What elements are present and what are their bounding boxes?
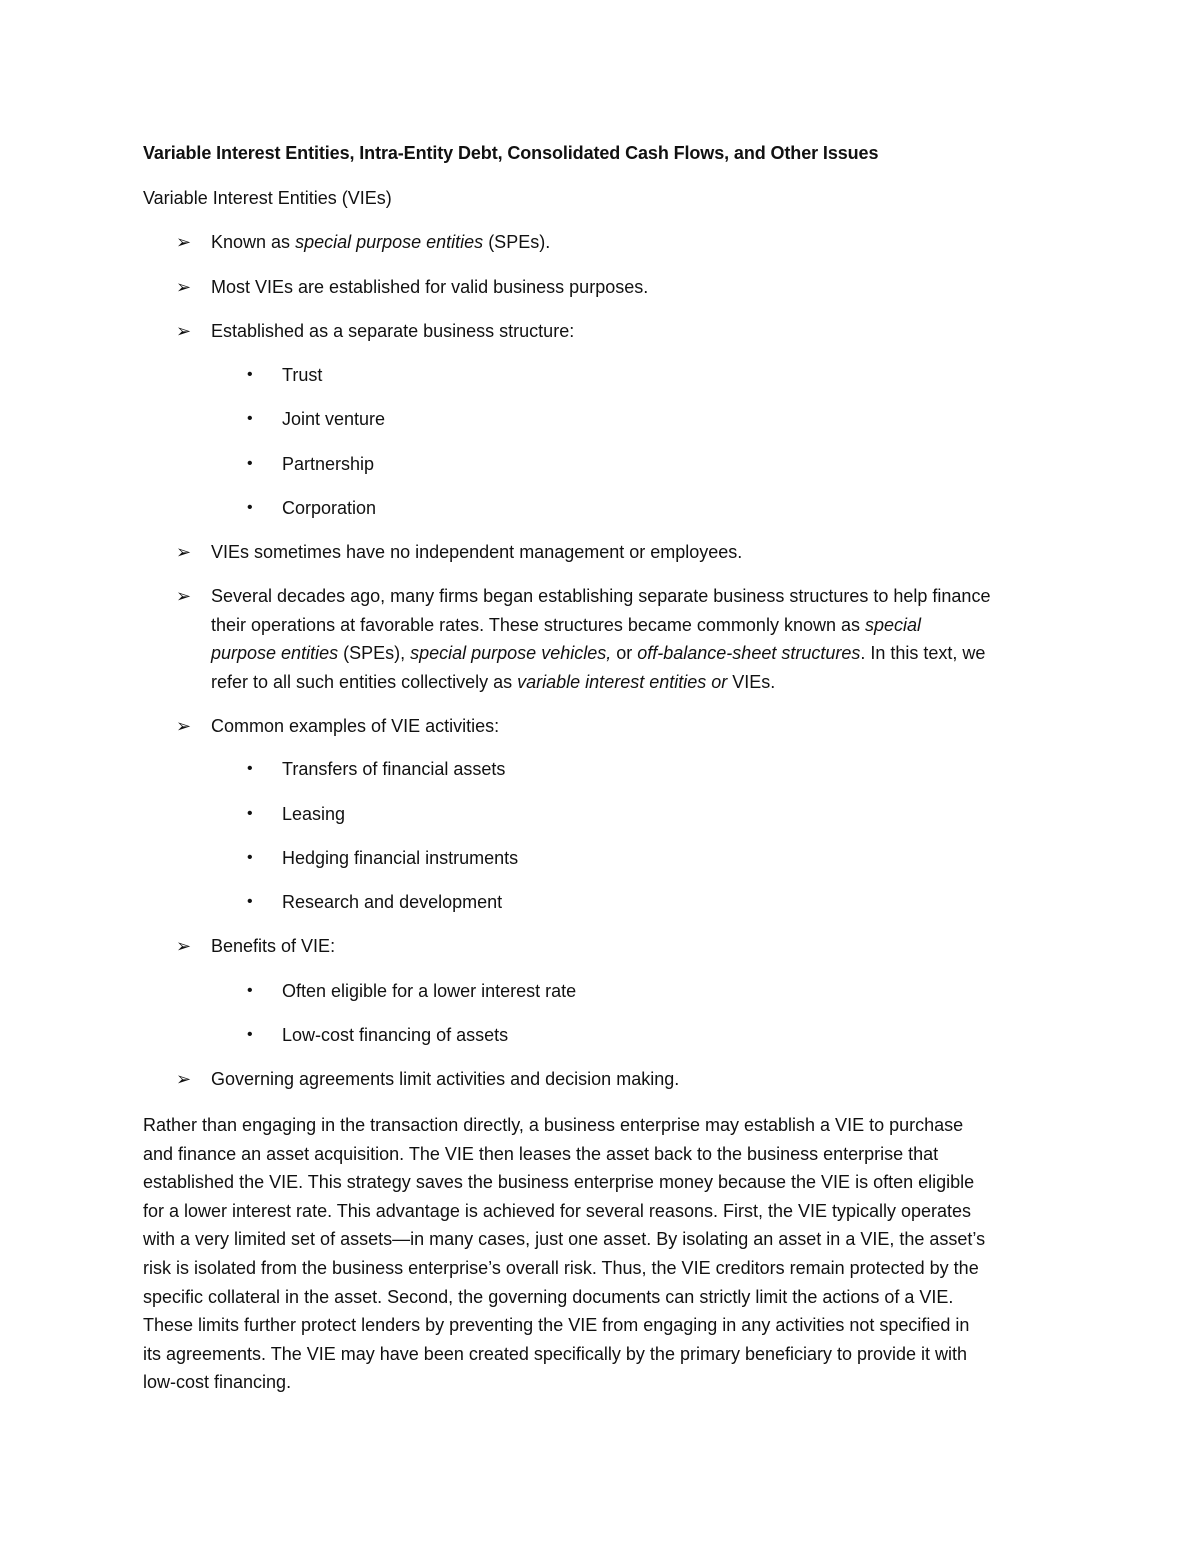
list-item-no-management: VIEs sometimes have no independent management or employees. bbox=[211, 542, 743, 562]
paragraph-line: with a very limited set of assets—in many cases, just one asset. By isolating an asset in a VIE, the asset’s bbox=[143, 1229, 986, 1250]
document-title: Variable Interest Entities, Intra-Entity Debt, Consolidated Cash Flows, and Other Issues bbox=[143, 143, 879, 163]
list-item-established: Established as a separate business structure: bbox=[211, 321, 575, 341]
sub-item-low-cost: Low-cost financing of assets bbox=[282, 1025, 509, 1045]
list-item-common-examples: Common examples of VIE activities: bbox=[211, 716, 500, 736]
list-item-decades-line-4: refer to all such entities collectively as variable interest entities or VIEs. bbox=[211, 672, 776, 692]
paragraph-line: Rather than engaging in the transaction directly, a business enterprise may establish a VIE to purchase bbox=[143, 1115, 964, 1135]
paragraph-line: and finance an asset acquisition. The VIE then leases the asset back to the business enterprise that bbox=[143, 1143, 939, 1164]
arrow-bullet-icon: ➢ bbox=[176, 1069, 192, 1089]
bullet-icon: • bbox=[247, 805, 253, 822]
arrow-bullet-icon: ➢ bbox=[176, 321, 192, 341]
arrow-bullet-icon: ➢ bbox=[176, 542, 192, 562]
bullet-icon: • bbox=[247, 893, 253, 910]
sub-item-hedging: Hedging financial instruments bbox=[282, 848, 519, 868]
body-paragraph bbox=[143, 1111, 1073, 1397]
arrow-bullet-icon: ➢ bbox=[176, 936, 192, 956]
paragraph-line: for a lower interest rate. This advantage is achieved for several reasons. First, the VIE typically operates bbox=[143, 1200, 972, 1221]
sub-item-corporation: Corporation bbox=[282, 498, 377, 518]
bullet-icon: • bbox=[247, 366, 253, 383]
sub-item-research: Research and development bbox=[282, 892, 503, 912]
bullet-icon: • bbox=[247, 1026, 253, 1043]
bullet-icon: • bbox=[247, 982, 253, 999]
arrow-bullet-icon: ➢ bbox=[176, 716, 192, 736]
bullet-icon: • bbox=[247, 499, 253, 516]
list-item-decades-line-2: their operations at favorable rates. These structures became commonly known as special bbox=[211, 615, 922, 635]
paragraph-line: its agreements. The VIE may have been created specifically by the primary beneficiary to provide it with bbox=[143, 1343, 968, 1364]
list-item-governing: Governing agreements limit activities and decision making. bbox=[211, 1069, 680, 1089]
list-item-most-vies: Most VIEs are established for valid business purposes. bbox=[211, 277, 649, 297]
arrow-bullet-icon: ➢ bbox=[176, 277, 192, 297]
section-heading: Variable Interest Entities (VIEs) bbox=[143, 188, 392, 208]
paragraph-line: specific collateral in the asset. Second, the governing documents can strictly limit the actions of a VIE. bbox=[143, 1286, 954, 1307]
bullet-icon: • bbox=[247, 455, 253, 472]
bullet-icon: • bbox=[247, 849, 253, 866]
sub-item-leasing: Leasing bbox=[282, 804, 346, 824]
paragraph-line: low-cost financing. bbox=[143, 1372, 292, 1393]
paragraph-line: These limits further protect lenders by preventing the VIE from engaging in any activities not specified in bbox=[143, 1315, 970, 1336]
list-item-decades-line-3: purpose entities (SPEs), special purpose vehicles, or off-balance-sheet structures. In this text, we bbox=[211, 643, 986, 663]
sub-item-trust: Trust bbox=[282, 365, 323, 385]
paragraph-line: risk is isolated from the business enterprise’s overall risk. Thus, the VIE creditors remain protected by the bbox=[143, 1257, 979, 1278]
bullet-icon: • bbox=[247, 410, 253, 427]
sub-item-joint-venture: Joint venture bbox=[282, 409, 386, 429]
sub-item-lower-rate: Often eligible for a lower interest rate bbox=[282, 981, 577, 1001]
sub-item-transfers: Transfers of financial assets bbox=[282, 759, 506, 779]
sub-item-partnership: Partnership bbox=[282, 454, 375, 474]
arrow-bullet-icon: ➢ bbox=[176, 232, 192, 252]
list-item-decades-line-1: Several decades ago, many firms began establishing separate business structures to help finance bbox=[211, 586, 991, 606]
bullet-icon: • bbox=[247, 760, 253, 777]
list-item-known-as: Known as special purpose entities (SPEs). bbox=[211, 232, 551, 252]
paragraph-line: established the VIE. This strategy saves the business enterprise money because the VIE is often eligible bbox=[143, 1172, 975, 1193]
list-item-benefits: Benefits of VIE: bbox=[211, 936, 336, 956]
arrow-bullet-icon: ➢ bbox=[176, 586, 192, 606]
